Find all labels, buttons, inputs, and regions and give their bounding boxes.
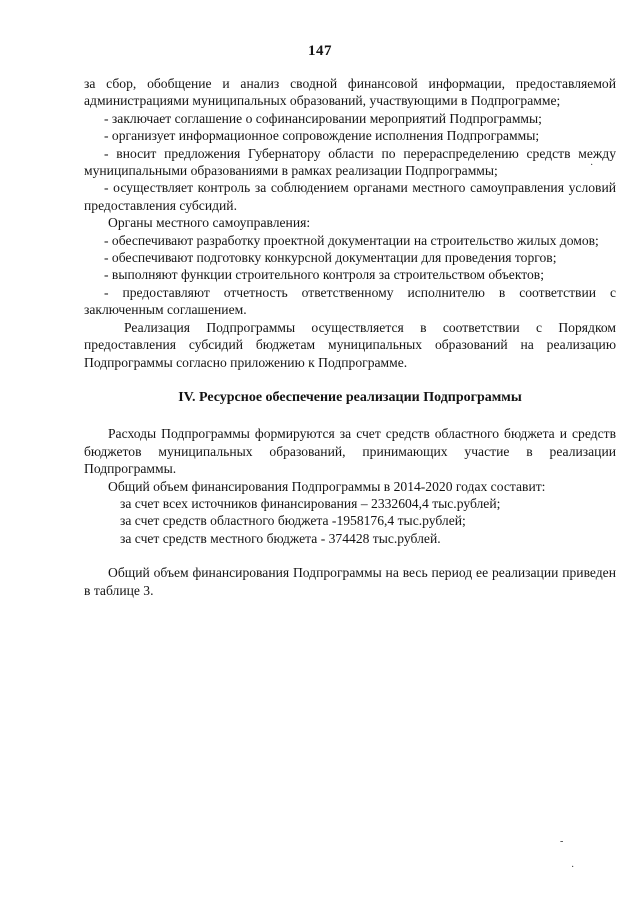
scan-mark: - xyxy=(560,836,564,847)
paragraph-implementation: Реализация Подпрограммы осуществляется в соответствии с Порядком предоставления субсидий бюджетам муниципальных образований на реализацию Подпрограммы согласно приложению к Подпрограмме. xyxy=(84,319,616,370)
paragraph-continuation: за сбор, обобщение и анализ сводной финансовой информации, предоставляемой администрациями муниципальных образований, участвующими в Подпрограмме; xyxy=(84,76,616,109)
paragraph-expenses: Расходы Подпрограммы формируются за счет средств областного бюджета и средств бюджетов муниципальных образований, принимающих участие в реализации Подпрограммы. xyxy=(84,426,616,477)
funding-local-budget: за счет средств местного бюджета - 374428 тыс.рублей. xyxy=(120,530,441,546)
list-item-design-docs: - обеспечивают разработку проектной документации на строительство жилых домов; xyxy=(104,232,599,248)
list-item-proposals: - вносит предложения Губернатору области по перераспределению средств между муниципальными образованиями в рамках реализации Подпрограммы; xyxy=(84,145,616,179)
scan-mark: · xyxy=(571,862,575,873)
list-item-control: - осуществляет контроль за соблюдением органами местного самоуправления условий предоставления субсидий. xyxy=(84,180,616,213)
funding-all-sources: за счет всех источников финансирования – 2332604,4 тыс.рублей; xyxy=(120,495,501,511)
paragraph-total-funding: Общий объем финансирования Подпрограммы в 2014-2020 годах составит: xyxy=(108,478,546,494)
funding-regional-budget: за счет средств областного бюджета -1958176,4 тыс.рублей; xyxy=(120,513,466,529)
section-heading: IV. Ресурсное обеспечение реализации Подпрограммы xyxy=(178,389,522,405)
paragraph-table-reference: Общий объем финансирования Подпрограммы на весь период ее реализации приведен в таблице 3. xyxy=(84,565,616,598)
scan-mark: · xyxy=(590,160,594,171)
list-item-reporting: - предоставляют отчетность ответственному исполнителю в соответствии с заключенным соглашением. xyxy=(84,284,616,318)
list-item-info-support: - организует информационное сопровождение исполнения Подпрограммы; xyxy=(104,128,540,144)
paragraph-local-bodies: Органы местного самоуправления: xyxy=(108,215,311,231)
list-item-construction-control: - выполняют функции строительного контроля за строительством объектов; xyxy=(104,267,544,283)
page-number: 147 xyxy=(308,43,332,59)
document-body xyxy=(84,75,616,599)
list-item-agreement: - заключает соглашение о софинансировании мероприятий Подпрограммы; xyxy=(104,110,542,126)
list-item-tender-docs: - обеспечивают подготовку конкурсной документации для проведения торгов; xyxy=(104,250,557,266)
